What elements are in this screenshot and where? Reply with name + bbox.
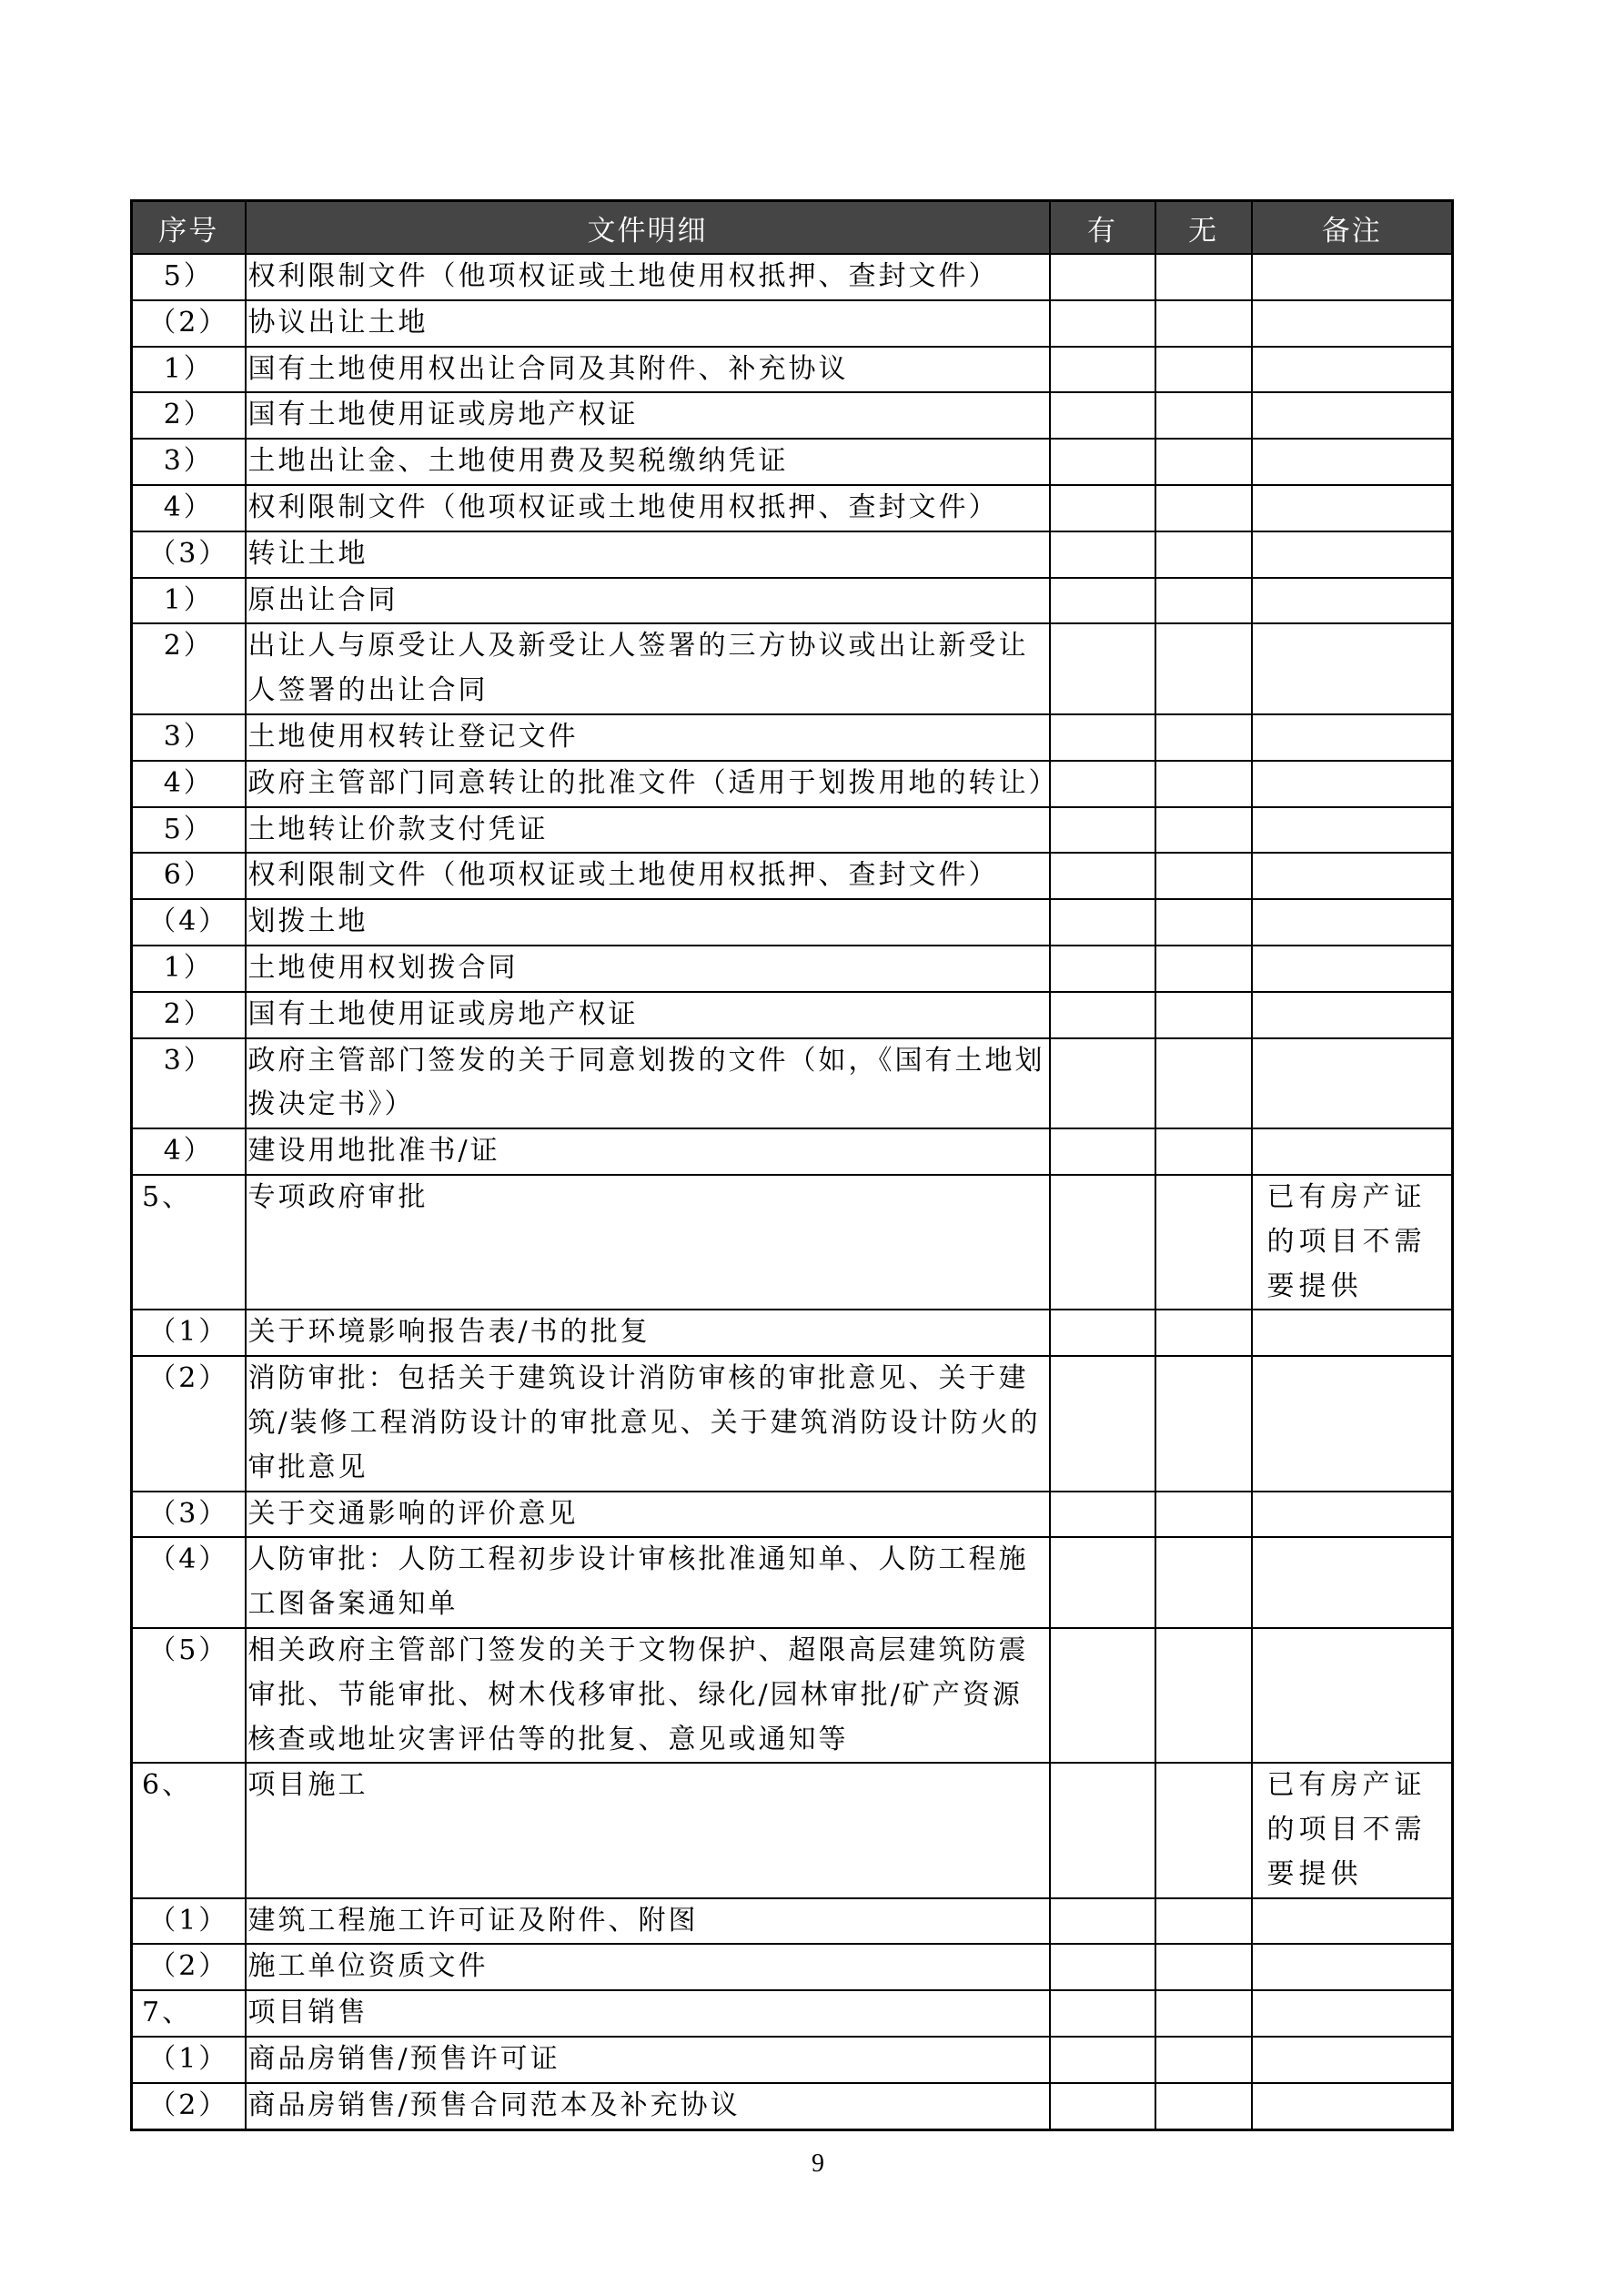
detail-cell: 权利限制文件（他项权证或土地使用权抵押、查封文件） bbox=[246, 853, 1050, 899]
seq-cell: （1） bbox=[132, 1310, 246, 1356]
remark-cell bbox=[1252, 1537, 1453, 1628]
header-detail: 文件明细 bbox=[246, 201, 1050, 255]
seq-cell: （3） bbox=[132, 1492, 246, 1538]
none-cell bbox=[1155, 1537, 1252, 1628]
table-row bbox=[132, 578, 1453, 624]
has-cell bbox=[1050, 853, 1155, 899]
table-row bbox=[132, 300, 1453, 347]
table-row bbox=[132, 1990, 1453, 2037]
detail-cell: 建筑工程施工许可证及附件、附图 bbox=[246, 1898, 1050, 1945]
table-row bbox=[132, 1944, 1453, 1990]
remark-cell bbox=[1252, 899, 1453, 946]
header-remark: 备注 bbox=[1252, 201, 1453, 255]
remark-cell: 已有房产证的项目不需要提供 bbox=[1252, 1763, 1453, 1897]
seq-cell: 5、 bbox=[132, 1175, 246, 1310]
detail-cell: 土地转让价款支付凭证 bbox=[246, 807, 1050, 854]
none-cell bbox=[1155, 1944, 1252, 1990]
has-cell bbox=[1050, 623, 1155, 714]
seq-cell: 1） bbox=[132, 578, 246, 624]
none-cell bbox=[1155, 347, 1252, 393]
remark-cell bbox=[1252, 1990, 1453, 2037]
seq-cell: 5） bbox=[132, 254, 246, 300]
seq-cell: 1） bbox=[132, 347, 246, 393]
remark-cell bbox=[1252, 2083, 1453, 2129]
remark-cell bbox=[1252, 1898, 1453, 1945]
remark-cell bbox=[1252, 1128, 1453, 1175]
has-cell bbox=[1050, 254, 1155, 300]
remark-cell bbox=[1252, 392, 1453, 439]
none-cell bbox=[1155, 578, 1252, 624]
detail-cell: 商品房销售/预售许可证 bbox=[246, 2037, 1050, 2083]
none-cell bbox=[1155, 807, 1252, 854]
none-cell bbox=[1155, 254, 1252, 300]
none-cell bbox=[1155, 1898, 1252, 1945]
none-cell bbox=[1155, 531, 1252, 578]
has-cell bbox=[1050, 347, 1155, 393]
detail-cell: 建设用地批准书/证 bbox=[246, 1128, 1050, 1175]
detail-cell: 权利限制文件（他项权证或土地使用权抵押、查封文件） bbox=[246, 485, 1050, 531]
has-cell bbox=[1050, 1492, 1155, 1538]
seq-cell: 4） bbox=[132, 485, 246, 531]
remark-cell bbox=[1252, 853, 1453, 899]
has-cell bbox=[1050, 439, 1155, 485]
detail-cell: 关于交通影响的评价意见 bbox=[246, 1492, 1050, 1538]
has-cell bbox=[1050, 578, 1155, 624]
page-number: 9 bbox=[812, 2149, 824, 2178]
none-cell bbox=[1155, 1038, 1252, 1129]
none-cell bbox=[1155, 1628, 1252, 1763]
header-has: 有 bbox=[1050, 201, 1155, 255]
none-cell bbox=[1155, 1990, 1252, 2037]
table-row bbox=[132, 1175, 1453, 1310]
none-cell bbox=[1155, 1492, 1252, 1538]
table-row bbox=[132, 485, 1453, 531]
detail-cell: 相关政府主管部门签发的关于文物保护、超限高层建筑防震审批、节能审批、树木伐移审批、绿化/园林审批/矿产资源核查或地址灾害评估等的批复、意见或通知等 bbox=[246, 1628, 1050, 1763]
remark-cell bbox=[1252, 1944, 1453, 1990]
detail-cell: 划拨土地 bbox=[246, 899, 1050, 946]
remark-cell bbox=[1252, 254, 1453, 300]
seq-cell: （4） bbox=[132, 1537, 246, 1628]
seq-cell: 1） bbox=[132, 946, 246, 992]
detail-cell: 权利限制文件（他项权证或土地使用权抵押、查封文件） bbox=[246, 254, 1050, 300]
table-row bbox=[132, 1356, 1453, 1491]
remark-cell bbox=[1252, 1310, 1453, 1356]
detail-cell: 人防审批：人防工程初步设计审核批准通知单、人防工程施工图备案通知单 bbox=[246, 1537, 1050, 1628]
none-cell bbox=[1155, 1356, 1252, 1491]
seq-cell: （1） bbox=[132, 2037, 246, 2083]
seq-cell: 7、 bbox=[132, 1990, 246, 2037]
seq-cell: （2） bbox=[132, 2083, 246, 2129]
detail-cell: 项目施工 bbox=[246, 1763, 1050, 1897]
has-cell bbox=[1050, 2037, 1155, 2083]
none-cell bbox=[1155, 2083, 1252, 2129]
detail-cell: 商品房销售/预售合同范本及补充协议 bbox=[246, 2083, 1050, 2129]
seq-cell: 2） bbox=[132, 623, 246, 714]
has-cell bbox=[1050, 485, 1155, 531]
detail-cell: 协议出让土地 bbox=[246, 300, 1050, 347]
table-row bbox=[132, 2083, 1453, 2129]
table-row bbox=[132, 439, 1453, 485]
has-cell bbox=[1050, 1128, 1155, 1175]
none-cell bbox=[1155, 1128, 1252, 1175]
has-cell bbox=[1050, 899, 1155, 946]
header-seq: 序号 bbox=[132, 201, 246, 255]
detail-cell: 专项政府审批 bbox=[246, 1175, 1050, 1310]
has-cell bbox=[1050, 1356, 1155, 1491]
table-row bbox=[132, 1537, 1453, 1628]
has-cell bbox=[1050, 946, 1155, 992]
remark-cell bbox=[1252, 2037, 1453, 2083]
remark-cell bbox=[1252, 1356, 1453, 1491]
remark-cell bbox=[1252, 300, 1453, 347]
table-row bbox=[132, 1128, 1453, 1175]
has-cell bbox=[1050, 1944, 1155, 1990]
has-cell bbox=[1050, 1990, 1155, 2037]
has-cell bbox=[1050, 1628, 1155, 1763]
table-row bbox=[132, 254, 1453, 300]
seq-cell: 3） bbox=[132, 1038, 246, 1129]
document-checklist-table bbox=[130, 199, 1454, 2131]
has-cell bbox=[1050, 1310, 1155, 1356]
remark-cell bbox=[1252, 761, 1453, 807]
table-row bbox=[132, 1310, 1453, 1356]
remark-cell bbox=[1252, 485, 1453, 531]
seq-cell: 6） bbox=[132, 853, 246, 899]
detail-cell: 国有土地使用权出让合同及其附件、补充协议 bbox=[246, 347, 1050, 393]
has-cell bbox=[1050, 300, 1155, 347]
table-row bbox=[132, 623, 1453, 714]
table-row bbox=[132, 714, 1453, 761]
remark-cell bbox=[1252, 992, 1453, 1038]
seq-cell: （4） bbox=[132, 899, 246, 946]
has-cell bbox=[1050, 1038, 1155, 1129]
table-row bbox=[132, 1898, 1453, 1945]
remark-cell bbox=[1252, 439, 1453, 485]
seq-cell: 2） bbox=[132, 392, 246, 439]
remark-cell bbox=[1252, 623, 1453, 714]
remark-cell bbox=[1252, 1038, 1453, 1129]
detail-cell: 出让人与原受让人及新受让人签署的三方协议或出让新受让人签署的出让合同 bbox=[246, 623, 1050, 714]
seq-cell: 4） bbox=[132, 761, 246, 807]
table-row bbox=[132, 531, 1453, 578]
table-row bbox=[132, 347, 1453, 393]
none-cell bbox=[1155, 439, 1252, 485]
none-cell bbox=[1155, 485, 1252, 531]
table-row bbox=[132, 1628, 1453, 1763]
none-cell bbox=[1155, 714, 1252, 761]
table-row bbox=[132, 1763, 1453, 1897]
header-none: 无 bbox=[1155, 201, 1252, 255]
seq-cell: （2） bbox=[132, 1356, 246, 1491]
has-cell bbox=[1050, 992, 1155, 1038]
table-row bbox=[132, 899, 1453, 946]
has-cell bbox=[1050, 531, 1155, 578]
has-cell bbox=[1050, 2083, 1155, 2129]
remark-cell bbox=[1252, 531, 1453, 578]
seq-cell: 3） bbox=[132, 714, 246, 761]
table-row bbox=[132, 946, 1453, 992]
none-cell bbox=[1155, 946, 1252, 992]
detail-cell: 原出让合同 bbox=[246, 578, 1050, 624]
detail-cell: 关于环境影响报告表/书的批复 bbox=[246, 1310, 1050, 1356]
table-header-row bbox=[132, 201, 1453, 255]
remark-cell bbox=[1252, 1492, 1453, 1538]
has-cell bbox=[1050, 392, 1155, 439]
none-cell bbox=[1155, 899, 1252, 946]
detail-cell: 政府主管部门签发的关于同意划拨的文件（如，《国有土地划拨决定书》） bbox=[246, 1038, 1050, 1129]
seq-cell: （5） bbox=[132, 1628, 246, 1763]
seq-cell: 6、 bbox=[132, 1763, 246, 1897]
table-row bbox=[132, 2037, 1453, 2083]
detail-cell: 消防审批：包括关于建筑设计消防审核的审批意见、关于建筑/装修工程消防设计的审批意见、关于建筑消防设计防火的审批意见 bbox=[246, 1356, 1050, 1491]
remark-cell bbox=[1252, 1628, 1453, 1763]
seq-cell: （1） bbox=[132, 1898, 246, 1945]
none-cell bbox=[1155, 2037, 1252, 2083]
detail-cell: 土地使用权划拨合同 bbox=[246, 946, 1050, 992]
detail-cell: 土地出让金、土地使用费及契税缴纳凭证 bbox=[246, 439, 1050, 485]
has-cell bbox=[1050, 1175, 1155, 1310]
remark-cell bbox=[1252, 946, 1453, 992]
none-cell bbox=[1155, 392, 1252, 439]
seq-cell: （2） bbox=[132, 300, 246, 347]
seq-cell: 5） bbox=[132, 807, 246, 854]
none-cell bbox=[1155, 623, 1252, 714]
detail-cell: 国有土地使用证或房地产权证 bbox=[246, 392, 1050, 439]
detail-cell: 土地使用权转让登记文件 bbox=[246, 714, 1050, 761]
table-row bbox=[132, 807, 1453, 854]
table-row bbox=[132, 392, 1453, 439]
none-cell bbox=[1155, 1763, 1252, 1897]
none-cell bbox=[1155, 853, 1252, 899]
seq-cell: 2） bbox=[132, 992, 246, 1038]
remark-cell bbox=[1252, 347, 1453, 393]
none-cell bbox=[1155, 1175, 1252, 1310]
remark-cell bbox=[1252, 714, 1453, 761]
table-row bbox=[132, 1492, 1453, 1538]
table-row bbox=[132, 761, 1453, 807]
has-cell bbox=[1050, 761, 1155, 807]
has-cell bbox=[1050, 714, 1155, 761]
seq-cell: 3） bbox=[132, 439, 246, 485]
seq-cell: （3） bbox=[132, 531, 246, 578]
none-cell bbox=[1155, 992, 1252, 1038]
detail-cell: 施工单位资质文件 bbox=[246, 1944, 1050, 1990]
table-row bbox=[132, 992, 1453, 1038]
detail-cell: 国有土地使用证或房地产权证 bbox=[246, 992, 1050, 1038]
detail-cell: 转让土地 bbox=[246, 531, 1050, 578]
none-cell bbox=[1155, 300, 1252, 347]
remark-cell bbox=[1252, 807, 1453, 854]
remark-cell bbox=[1252, 578, 1453, 624]
seq-cell: 4） bbox=[132, 1128, 246, 1175]
remark-cell: 已有房产证的项目不需要提供 bbox=[1252, 1175, 1453, 1310]
has-cell bbox=[1050, 1763, 1155, 1897]
seq-cell: （2） bbox=[132, 1944, 246, 1990]
table-row bbox=[132, 853, 1453, 899]
has-cell bbox=[1050, 1898, 1155, 1945]
detail-cell: 政府主管部门同意转让的批准文件（适用于划拨用地的转让） bbox=[246, 761, 1050, 807]
has-cell bbox=[1050, 807, 1155, 854]
none-cell bbox=[1155, 1310, 1252, 1356]
has-cell bbox=[1050, 1537, 1155, 1628]
table-row bbox=[132, 1038, 1453, 1129]
detail-cell: 项目销售 bbox=[246, 1990, 1050, 2037]
none-cell bbox=[1155, 761, 1252, 807]
